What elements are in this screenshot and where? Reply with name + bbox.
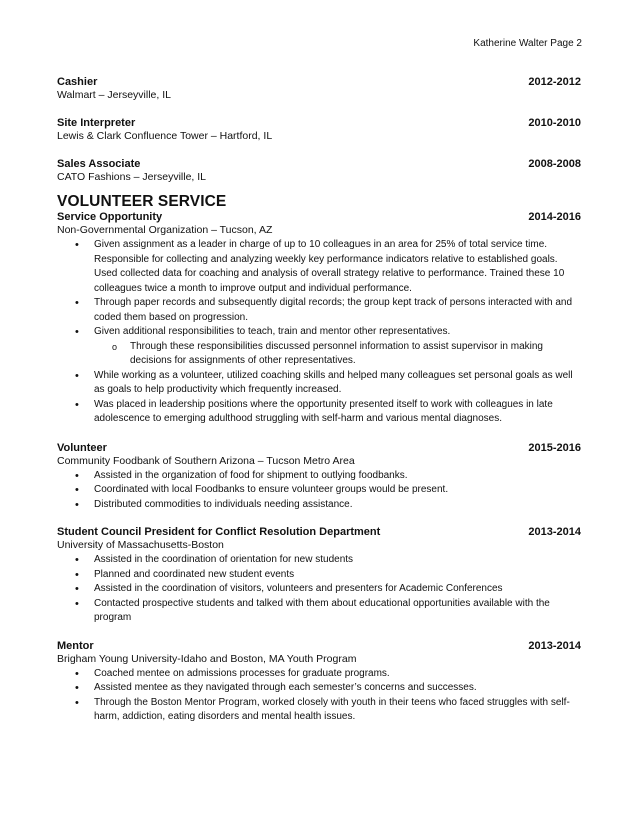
entry-title: Volunteer <box>57 441 107 454</box>
entry-years: 2013-2014 <box>528 526 581 538</box>
bullet-item: • Given assignment as a leader in charge of up to 10 colleagues in an area for 25% of total service time. Responsible for collecting and analyzing weekly key performance indicators relative to established goals. Used collected data for coaching and analysis of overall strategy relative to performance. Trained these 10 colleagues twice a month to improve output and individual performance. <box>57 238 581 296</box>
entry-title: Mentor <box>57 639 94 652</box>
bullet-item: • Through the Boston Mentor Program, worked closely with youth in their teens who faced struggles with self-harm, addiction, eating disorders and mental health issues. <box>57 696 581 725</box>
resume-content <box>57 76 581 725</box>
job-organization: Lewis & Clark Confluence Tower – Hartford, IL <box>57 130 273 142</box>
job-years: 2012-2012 <box>528 76 581 88</box>
job-organization: CATO Fashions – Jerseyville, IL <box>57 171 206 183</box>
bullet-item: • Coordinated with local Foodbanks to ensure volunteer groups would be present. <box>57 483 581 498</box>
job-title: Site Interpreter <box>57 117 136 129</box>
bullet-list <box>57 667 581 725</box>
entry-title: Student Council President for Conflict Resolution Department <box>57 526 381 538</box>
volunteer-section-heading: VOLUNTEER SERVICE <box>57 193 227 210</box>
job-years: 2010-2010 <box>528 117 581 129</box>
entry-title-row <box>57 442 581 454</box>
bullet-list <box>57 553 581 626</box>
job-title: Sales Associate <box>57 158 141 170</box>
volunteer-entry-service-opportunity <box>57 211 581 427</box>
bullet-item: • Assisted mentee as they navigated through each semester’s concerns and successes. <box>57 681 581 696</box>
sub-bullet-item: o Through these responsibilities discussed personnel information to assist supervisor in making decisions for assignments of other representatives. <box>94 340 581 369</box>
bullet-item: • Assisted in the organization of food for shipment to outlying foodbanks. <box>57 469 581 484</box>
job-years: 2008-2008 <box>528 158 581 170</box>
job-entry-cashier <box>57 76 581 103</box>
job-title-row <box>57 158 581 170</box>
job-title-row <box>57 76 581 88</box>
entry-organization: University of Massachusetts-Boston <box>57 539 224 551</box>
entry-years: 2014-2016 <box>528 211 581 223</box>
bullet-item: • Contacted prospective students and talked with them about educational opportunities available with the program <box>57 597 581 626</box>
page-header: Katherine Walter Page 2 <box>473 38 582 49</box>
entry-organization: Brigham Young University-Idaho and Boston, MA Youth Program <box>57 652 357 665</box>
job-entry-site-interpreter <box>57 117 581 144</box>
entry-years: 2013-2014 <box>528 639 581 652</box>
bullet-item: • Coached mentee on admissions processes for graduate programs. <box>57 667 581 682</box>
entry-title-row <box>57 640 581 652</box>
bullet-list <box>57 469 581 513</box>
volunteer-entry-foodbank <box>57 442 581 513</box>
bullet-item <box>57 325 581 369</box>
bullet-item: • While working as a volunteer, utilized coaching skills and helped many colleagues set personal goals as well as goals to help productivity which frequently increased. <box>57 369 581 398</box>
bullet-text: Given additional responsibilities to teach, train and mentor other representatives. <box>94 326 451 337</box>
entry-title-row <box>57 211 581 223</box>
entry-organization: Community Foodbank of Southern Arizona – Tucson Metro Area <box>57 454 355 467</box>
bullet-item: • Planned and coordinated new student events <box>57 568 581 583</box>
bullet-list <box>57 238 581 427</box>
bullet-item: • Through paper records and subsequently digital records; the group kept track of persons interacted with and coded them based on progression. <box>57 296 581 325</box>
bullet-item: • Assisted in the coordination of orientation for new students <box>57 553 581 568</box>
job-organization: Walmart – Jerseyville, IL <box>57 89 171 101</box>
volunteer-entry-mentor <box>57 640 581 725</box>
sub-bullet-list <box>94 340 581 369</box>
bullet-item: • Distributed commodities to individuals needing assistance. <box>57 498 581 513</box>
entry-organization: Non-Governmental Organization – Tucson, AZ <box>57 224 273 236</box>
bullet-item: • Was placed in leadership positions where the opportunity presented itself to work with colleagues in late adolescence to emerging adulthood struggling with self-harm and various mental diagnoses. <box>57 398 581 427</box>
entry-title-row <box>57 526 581 538</box>
volunteer-entry-student-council <box>57 526 581 626</box>
entry-title: Service Opportunity <box>57 211 163 223</box>
bullet-item: • Assisted in the coordination of visitors, volunteers and presenters for Academic Conferences <box>57 582 581 597</box>
entry-years: 2015-2016 <box>528 441 581 454</box>
job-entry-sales-associate <box>57 158 581 185</box>
job-title-row <box>57 117 581 129</box>
job-title: Cashier <box>57 76 98 88</box>
